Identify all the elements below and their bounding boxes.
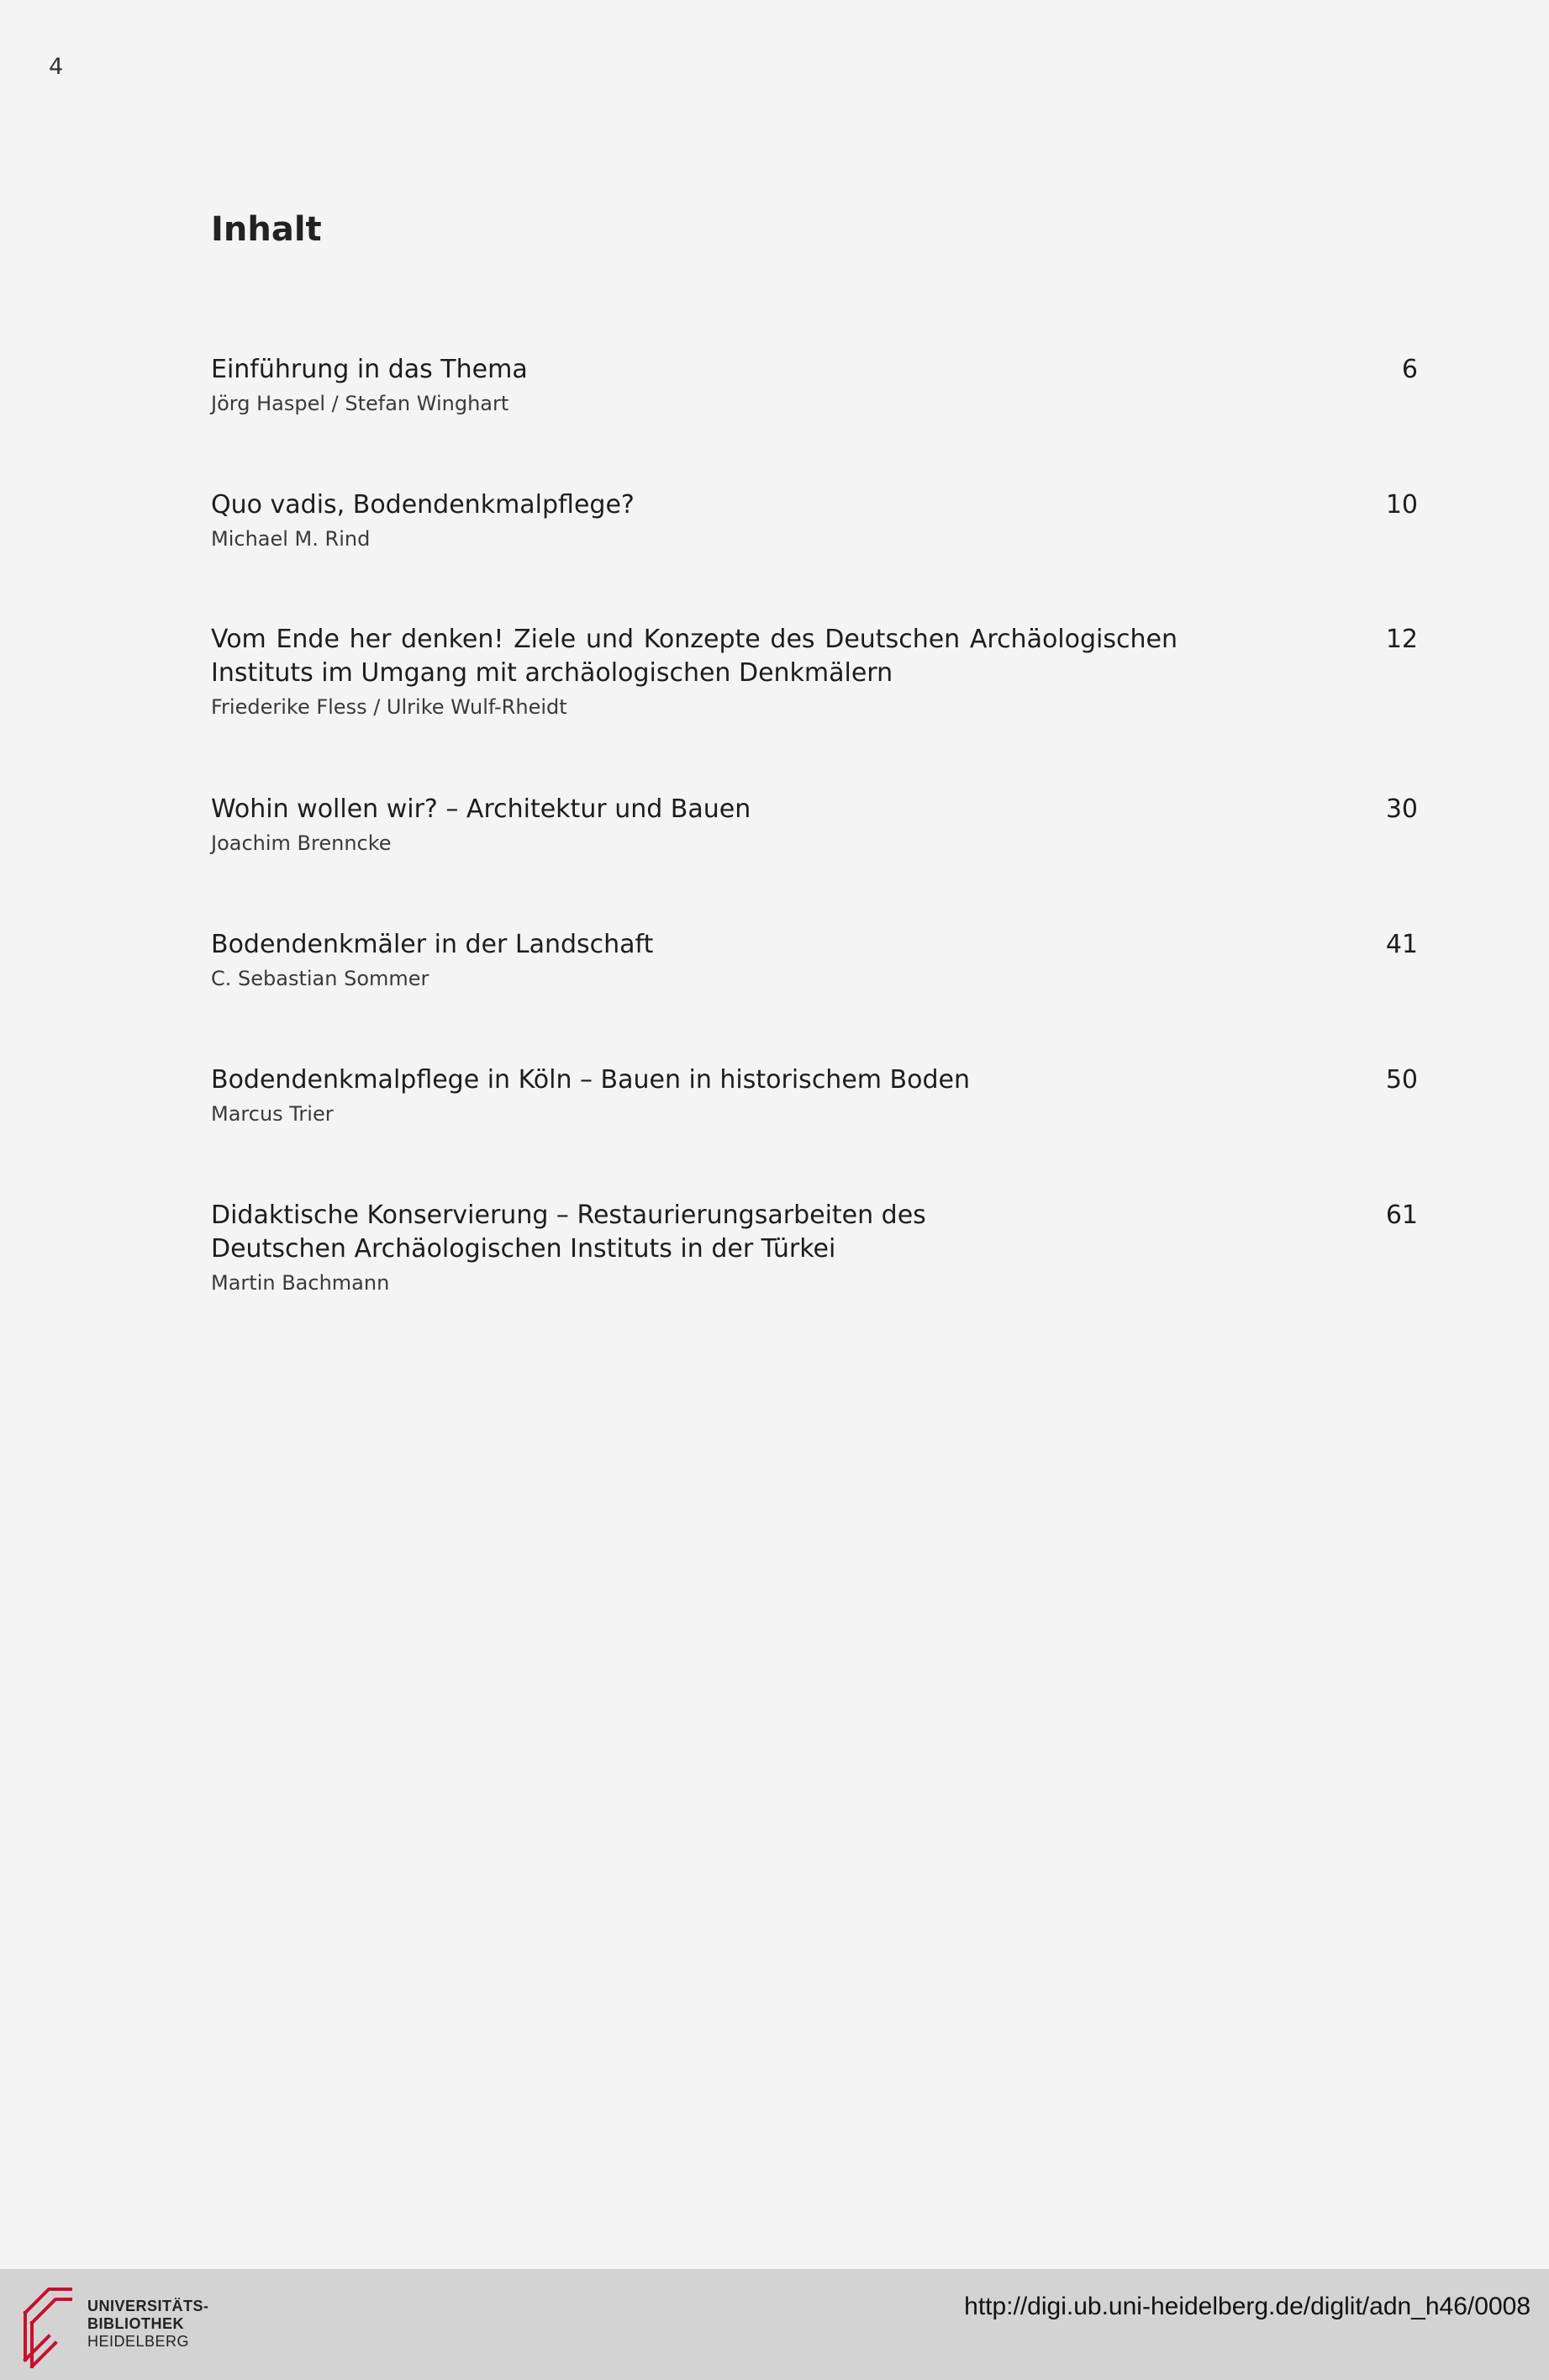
toc-entry-title-line: Instituts im Umgang mit archäologischen Denkmälern [211,658,893,688]
toc-entry-title [211,623,1178,690]
library-name-line: UNIVERSITÄTS- [87,2298,209,2314]
library-footer [0,2269,1549,2380]
toc-entry-author: Joachim Brenncke [211,831,392,855]
toc-entry-title-line: Einführung in das Thema [211,355,528,384]
toc-entry-title-line: Vom Ende her denken! Ziele und Konzepte des Deutschen Archäologischen [211,625,1178,654]
toc-entry-title-line: Wohin wollen wir? – Architektur und Bauen [211,794,751,824]
library-name [87,2298,209,2351]
toc-entry[interactable] [211,353,1418,417]
page-number: 4 [49,54,64,80]
toc-entry-title-line: Bodendenkmalpflege in Köln – Bauen in historischem Boden [211,1065,970,1095]
library-name-line: HEIDELBERG [87,2333,190,2350]
toc-entry-title [211,1199,1178,1266]
toc-entry-page-number: 30 [1385,794,1418,824]
toc-entry[interactable] [211,488,1418,552]
toc-entry[interactable] [211,623,1418,720]
toc-entry-title-line: Didaktische Konservierung – Restaurierungsarbeiten des [211,1201,926,1230]
toc-entry-page-number: 41 [1385,930,1418,959]
toc-entry-author: Jörg Haspel / Stefan Winghart [211,392,509,415]
toc-entry-author: Marcus Trier [211,1102,334,1126]
toc-entry-title-line: Bodendenkmäler in der Landschaft [211,930,654,959]
toc-entry-title-line: Deutschen Archäologischen Instituts in der Türkei [211,1234,836,1264]
library-name-line: BIBLIOTHEK [87,2315,184,2332]
toc-entry[interactable] [211,793,1418,857]
toc-entry-author: Martin Bachmann [211,1271,390,1295]
toc-entry[interactable] [211,1199,1418,1296]
page-title: Inhalt [211,210,322,249]
toc-entry[interactable] [211,928,1418,992]
toc-entry-page-number: 61 [1385,1201,1418,1230]
toc-entry-title [211,353,1178,387]
toc-entry-page-number: 12 [1385,625,1418,654]
toc-entry-author: Michael M. Rind [211,527,371,551]
toc-entry-title [211,488,1178,522]
toc-entry-author: C. Sebastian Sommer [211,967,429,990]
toc-entry-title-line: Quo vadis, Bodendenkmalpflege? [211,490,635,520]
toc-entry-author: Friederike Fless / Ulrike Wulf-Rheidt [211,695,567,719]
toc-entry-title [211,928,1178,962]
toc-entry-title [211,793,1178,826]
toc-entry-page-number: 10 [1385,490,1418,520]
toc-entry-page-number: 50 [1385,1065,1418,1095]
toc-entry[interactable] [211,1063,1418,1127]
toc-entry-page-number: 6 [1401,355,1418,384]
digital-source-url[interactable]: http://digi.ub.uni-heidelberg.de/diglit/adn_h46/0008 [964,2293,1531,2320]
library-logo-icon [17,2279,77,2368]
toc-entry-title [211,1063,1178,1097]
